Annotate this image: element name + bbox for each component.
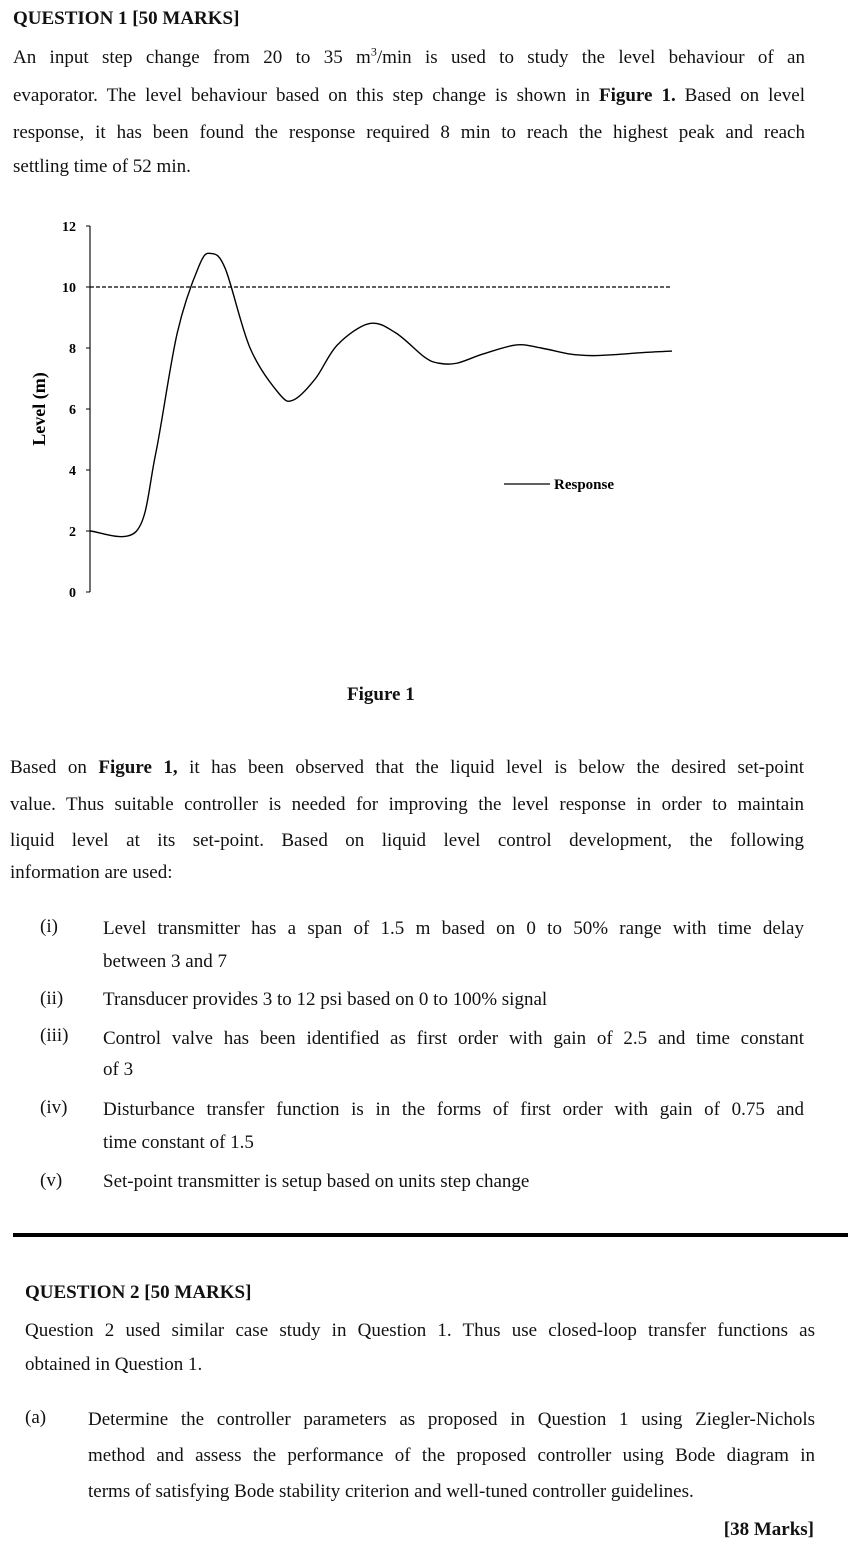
item-v-line1: Set-point transmitter is setup based on units step change [103,1171,530,1192]
y-tick-label: 0 [69,586,76,601]
item-iii-line2: of 3 [103,1059,134,1080]
y-tick-label: 8 [69,342,76,357]
legend-label: Response [554,477,615,493]
q1-heading: QUESTION 1 [50 MARKS] [13,8,240,29]
q1-para1-line3: response, it has been found the response required 8 min to reach the highest peak and reach [13,122,805,143]
q2-part-a-marks: [38 Marks] [723,1519,814,1540]
q2-part-a-line1: Determine the controller parameters as proposed in Question 1 using Ziegler-Nichols [88,1409,815,1430]
y-tick-label: 10 [62,281,76,296]
q1-para1-line2: evaporator. The level behaviour based on this step change is shown in Figure 1. Based on level [13,85,806,106]
y-tick-label: 12 [62,220,76,235]
section-divider [13,1233,848,1237]
q1-para1-line4: settling time of 52 min. [13,156,191,177]
item-i-line2: between 3 and 7 [103,951,227,972]
item-iv-line2: time constant of 1.5 [103,1132,254,1153]
item-ii-line1: Transducer provides 3 to 12 psi based on 0 to 100% signal [103,989,548,1010]
figure-1-caption: Figure 1 [347,684,415,705]
q1-para2-line1: Based on Figure 1, it has been observed that the liquid level is below the desired set-point [10,757,804,778]
item-i-line1: Level transmitter has a span of 1.5 m based on 0 to 50% range with time delay [103,918,804,939]
q2-part-a-label: (a) [25,1407,47,1428]
y-tick-label: 4 [69,464,76,479]
y-tick-label: 6 [69,403,76,418]
item-v-number: (v) [40,1170,63,1191]
item-i-number: (i) [40,916,58,937]
q1-para2-line2: value. Thus suitable controller is needed for improving the level response in order to maintain [10,794,804,815]
q2-intro-line1: Question 2 used similar case study in Question 1. Thus use closed-loop transfer functions as [25,1320,815,1341]
q1-para1-line1: An input step change from 20 to 35 $m^3/\min$ is used to study the level behaviour of an [13,44,805,68]
q1-para2-line3: liquid level at its set-point. Based on liquid level control development, the following [10,830,804,851]
q2-part-a-line2: method and assess the performance of the proposed controller using Bode diagram in [88,1445,815,1466]
item-iii-number: (iii) [40,1025,69,1046]
q2-intro-line2: obtained in Question 1. [25,1354,203,1375]
q1-para2-line4: information are used: [10,862,173,883]
figure-1-chart [0,200,848,620]
y-axis-label: Level (m) [29,372,49,446]
response-curve [90,253,672,536]
q2-heading: QUESTION 2 [50 MARKS] [25,1282,252,1303]
y-tick-label: 2 [69,525,76,540]
item-iii-line1: Control valve has been identified as first order with gain of 2.5 and time constant [103,1028,804,1049]
item-iv-number: (iv) [40,1097,68,1118]
q2-part-a-line3: terms of satisfying Bode stability criterion and well-tuned controller guidelines. [88,1481,694,1502]
item-ii-number: (ii) [40,988,64,1009]
item-iv-line1: Disturbance transfer function is in the forms of first order with gain of 0.75 and [103,1099,804,1120]
